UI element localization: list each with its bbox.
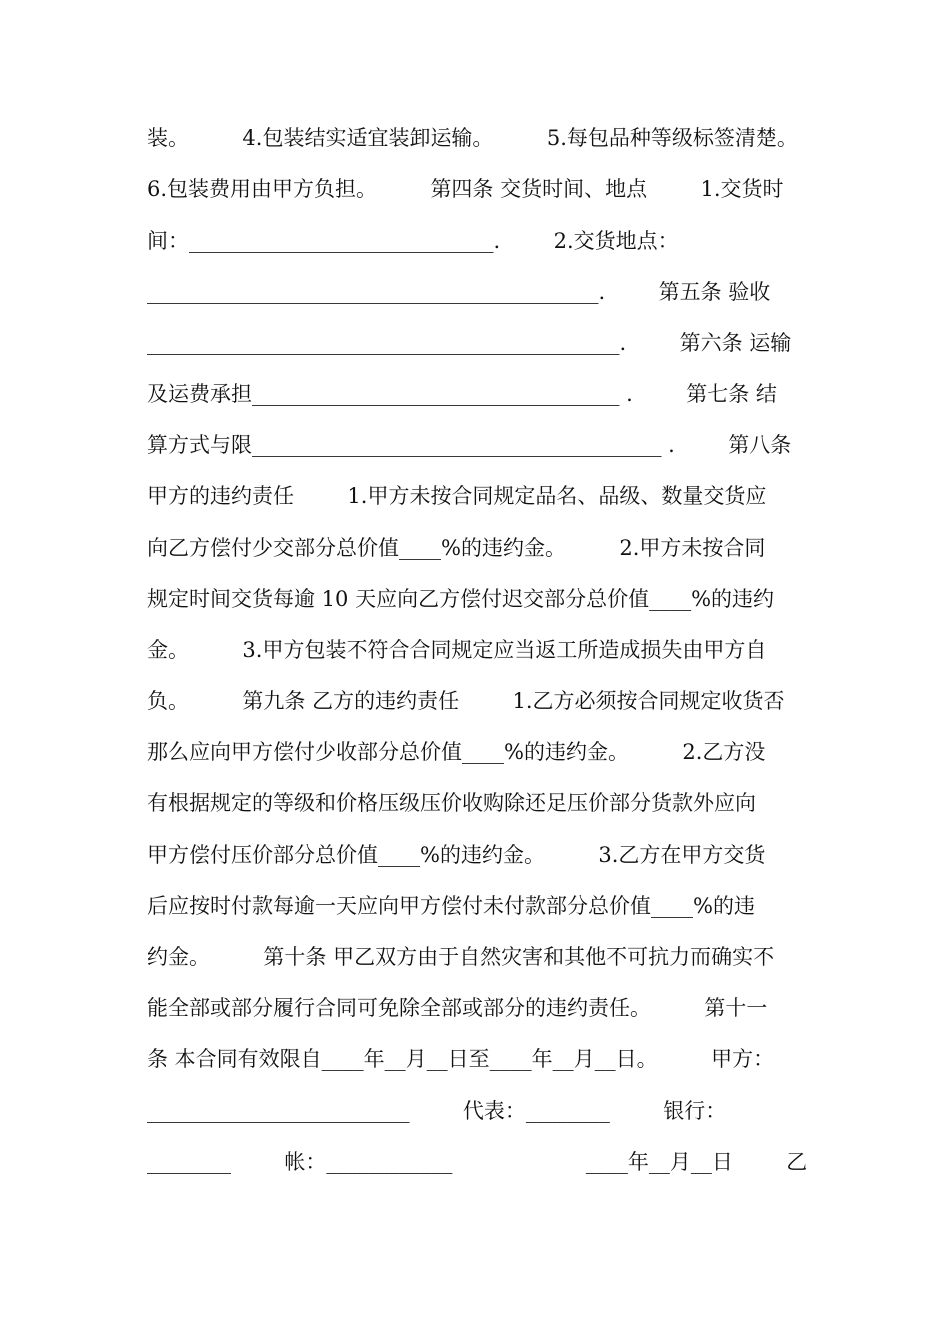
text-line: 有根据规定的等级和价格压级压价收购除还足压价部分货款外应向: [147, 791, 756, 815]
text-line: 向乙方偿付少交部分总价值____%的违约金。 2.甲方未按合同: [147, 536, 766, 560]
text-line: ___________________________________________. 第五条 验收: [147, 280, 771, 304]
text-line: 条 本合同有效限自____年__月__日至____年__月__日。 甲方：: [147, 1047, 775, 1071]
text-line: 算方式与限_______________________________________ . 第八条: [147, 433, 792, 457]
text-line: 及运费承担___________________________________ . 第七条 结: [147, 382, 777, 406]
text-line: 约金。 第十条 甲乙双方由于自然灾害和其他不可抗力而确实不: [147, 945, 775, 969]
text-line: 那么应向甲方偿付少收部分总价值____%的违约金。 2.乙方没: [147, 740, 766, 764]
text-line: ________ 帐：____________ ____年__月__日 乙: [147, 1150, 807, 1174]
text-line: 规定时间交货每逾 10 天应向乙方偿付迟交部分总价值____%的违约: [147, 587, 775, 611]
text-line: 负。 第九条 乙方的违约责任 1.乙方必须按合同规定收货否: [147, 689, 785, 713]
text-line: _____________________________________________. 第六条 运输: [147, 331, 792, 355]
text-line: 间：_____________________________. 2.交货地点：: [147, 229, 679, 253]
text-line: 装。 4.包装结实适宜装卸运输。 5.每包品种等级标签清楚。: [147, 126, 798, 150]
text-line: 能全部或部分履行合同可免除全部或部分的违约责任。 第十一: [147, 996, 768, 1020]
text-line: 甲方的违约责任 1.甲方未按合同规定品名、品级、数量交货应: [147, 484, 767, 508]
text-line: 甲方偿付压价部分总价值____%的违约金。 3.乙方在甲方交货: [147, 843, 766, 867]
text-line: 金。 3.甲方包装不符合合同规定应当返工所造成损失由甲方自: [147, 638, 767, 662]
text-line: 6.包装费用由甲方负担。 第四条 交货时间、地点 1.交货时: [147, 177, 784, 201]
text-line: 后应按时付款每逾一天应向甲方偿付未付款部分总价值____%的违: [147, 894, 755, 918]
text-line: _________________________ 代表：________ 银行：: [147, 1099, 727, 1123]
